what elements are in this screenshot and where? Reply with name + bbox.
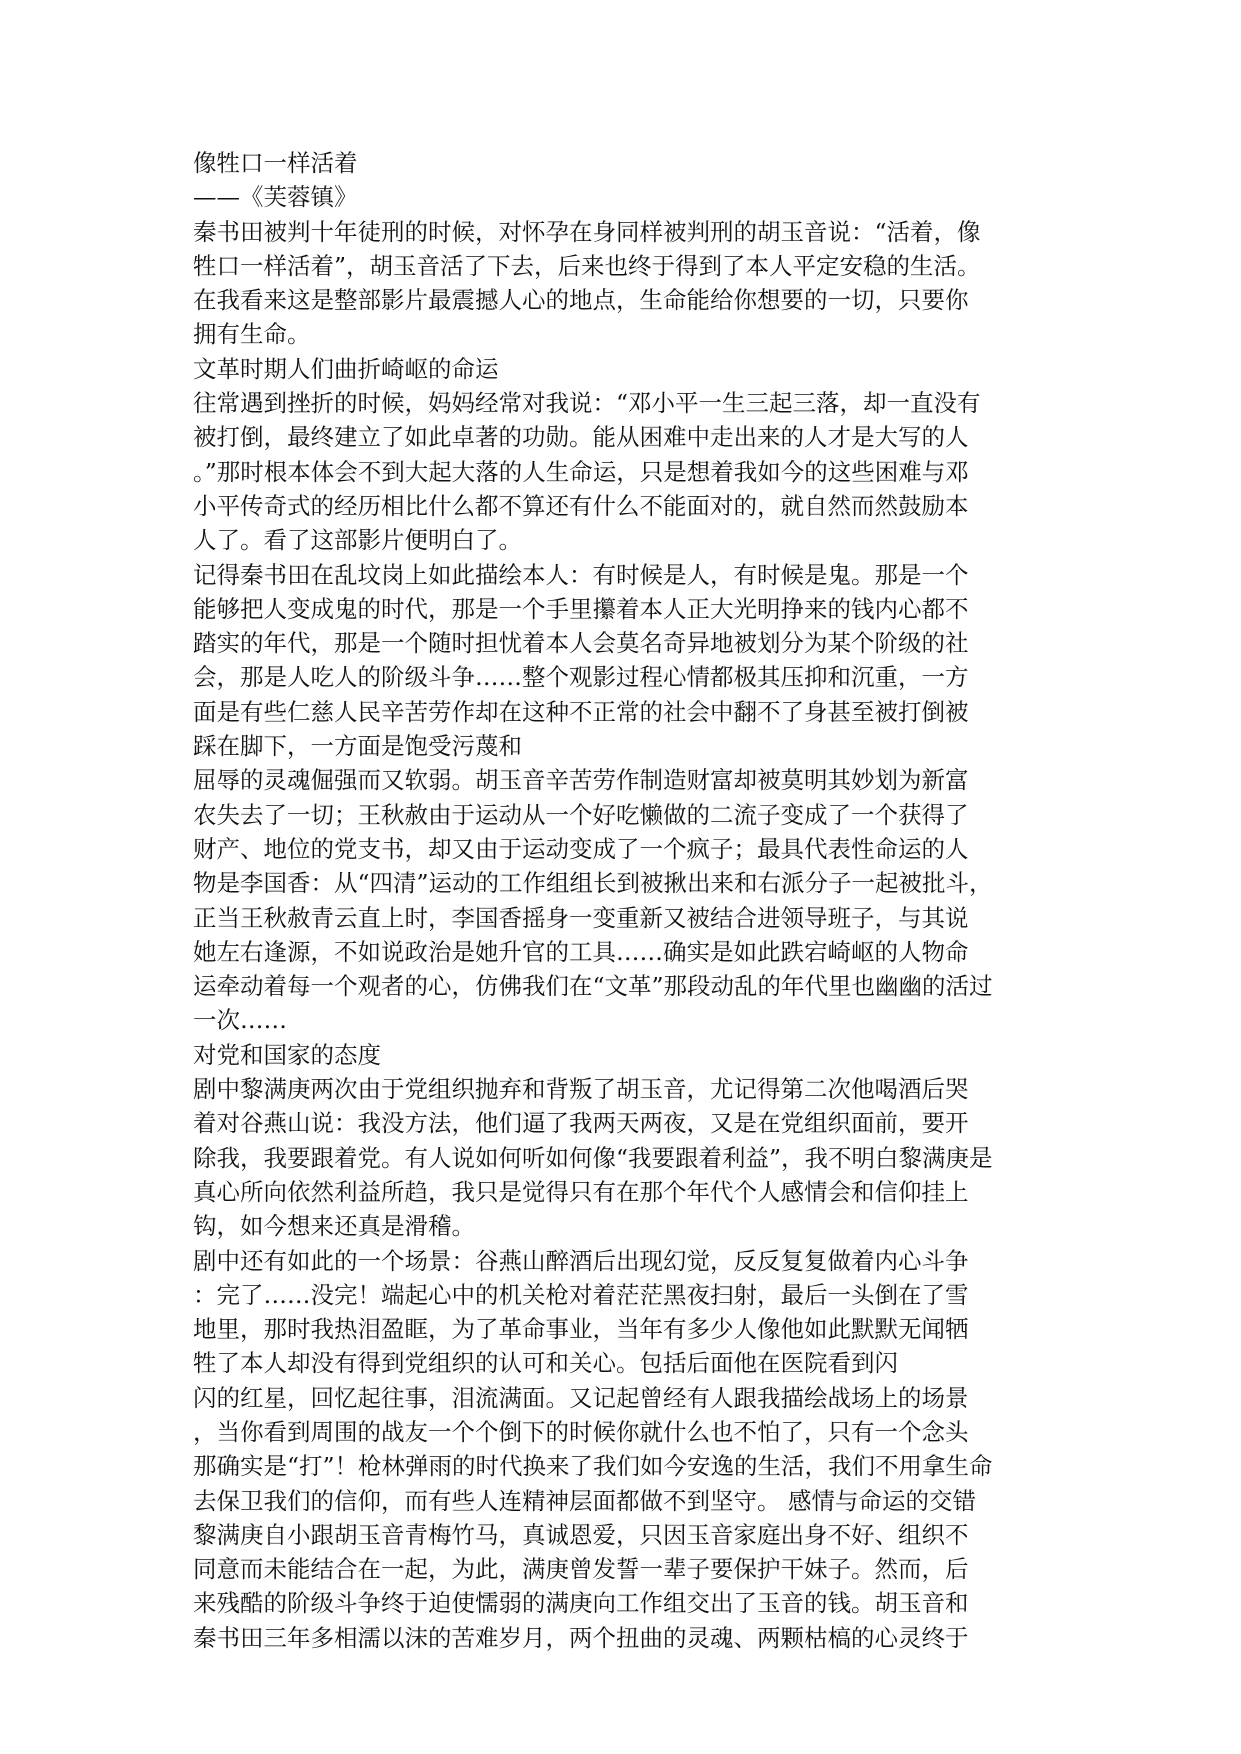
text-line: 会，那是人吃人的阶级斗争……整个观影过程心情都极其压抑和沉重，一方	[193, 663, 969, 692]
text-line: 闪的红星，回忆起往事，泪流满面。又记起曾经有人跟我描绘战场上的场景	[193, 1383, 969, 1412]
text-line: 运牵动着每一个观者的心，仿佛我们在“文革”那段动乱的年代里也幽幽的活过	[193, 972, 993, 1001]
text-line: 那确实是“打”！枪林弹雨的时代换来了我们如今安逸的生活，我们不用拿生命	[193, 1452, 993, 1481]
text-line: 她左右逢源，不如说政治是她升官的工具……确实是如此跌宕崎岖的人物命	[193, 937, 969, 966]
text-line: ，当你看到周围的战友一个个倒下的时候你就什么也不怕了，只有一个念头	[193, 1417, 969, 1446]
text-line: ：完了……没完！端起心中的机关枪对着茫茫黑夜扫射，最后一头倒在了雪	[193, 1280, 969, 1309]
text-line: 去保卫我们的信仰，而有些人连精神层面都做不到坚守。 感情与命运的交错	[193, 1486, 976, 1515]
text-line: 踩在脚下，一方面是饱受污蔑和	[193, 732, 522, 761]
text-line: 剧中黎满庚两次由于党组织抛弃和背叛了胡玉音，尤记得第二次他喝酒后哭	[193, 1075, 969, 1104]
text-line: 农失去了一切；王秋赦由于运动从一个好吃懒做的二流子变成了一个获得了	[193, 800, 969, 829]
text-line: 同意而未能结合在一起，为此，满庚曾发誓一辈子要保护干妹子。然而，后	[193, 1555, 969, 1584]
text-line: 小平传奇式的经历相比什么都不算还有什么不能面对的，就自然而然鼓励本	[193, 491, 969, 520]
document-body	[193, 146, 1049, 1655]
text-line: 一次……	[193, 1006, 287, 1035]
text-line: 屈辱的灵魂倔强而又软弱。胡玉音辛苦劳作制造财富却被莫明其妙划为新富	[193, 766, 969, 795]
text-line: 秦书田被判十年徒刑的时候，对怀孕在身同样被判刑的胡玉音说：“活着，像	[193, 217, 981, 246]
text-line: 。”那时根本体会不到大起大落的人生命运，只是想着我如今的这些困难与邓	[193, 457, 969, 486]
text-line: 来残酷的阶级斗争终于迫使懦弱的满庚向工作组交出了玉音的钱。胡玉音和	[193, 1589, 969, 1618]
text-line: 财产、地位的党支书，却又由于运动变成了一个疯子；最具代表性命运的人	[193, 834, 969, 863]
subtitle-line: ——《芙蓉镇》	[193, 183, 358, 212]
text-line: 牲口一样活着”，胡玉音活了下去，后来也终于得到了本人平定安稳的生活。	[193, 251, 981, 280]
text-line: 被打倒，最终建立了如此卓著的功勋。能从困难中走出来的人才是大写的人	[193, 423, 969, 452]
section-heading: 对党和国家的态度	[193, 1040, 381, 1069]
text-line: 真心所向依然利益所趋，我只是觉得只有在那个年代个人感情会和信仰挂上	[193, 1177, 969, 1206]
text-line: 面是有些仁慈人民辛苦劳作却在这种不正常的社会中翻不了身甚至被打倒被	[193, 697, 969, 726]
text-line: 人了。看了这部影片便明白了。	[193, 526, 522, 555]
text-line: 黎满庚自小跟胡玉音青梅竹马，真诚恩爱，只因玉音家庭出身不好、组织不	[193, 1520, 969, 1549]
text-line: 往常遇到挫折的时候，妈妈经常对我说：“邓小平一生三起三落，却一直没有	[193, 389, 981, 418]
text-line: 在我看来这是整部影片最震撼人心的地点，生命能给你想要的一切，只要你	[193, 286, 969, 315]
text-line: 秦书田三年多相濡以沫的苦难岁月，两个扭曲的灵魂、两颗枯槁的心灵终于	[193, 1623, 969, 1652]
title-line: 像牲口一样活着	[193, 149, 358, 177]
text-line: 物是李国香：从“四清”运动的工作组组长到被揪出来和右派分子一起被批斗，	[193, 869, 993, 898]
text-line: 拥有生命。	[193, 320, 311, 349]
text-line: 踏实的年代，那是一个随时担忧着本人会莫名奇异地被划分为某个阶级的社	[193, 629, 969, 658]
text-line: 钩，如今想来还真是滑稽。	[193, 1212, 475, 1241]
text-line: 牲了本人却没有得到党组织的认可和关心。包括后面他在医院看到闪	[193, 1349, 898, 1378]
text-line: 记得秦书田在乱坟岗上如此描绘本人：有时候是人，有时候是鬼。那是一个	[193, 560, 969, 589]
text-line: 剧中还有如此的一个场景：谷燕山醉酒后出现幻觉，反反复复做着内心斗争	[193, 1246, 969, 1275]
text-line: 能够把人变成鬼的时代，那是一个手里攥着本人正大光明挣来的钱内心都不	[193, 594, 969, 623]
text-line: 除我，我要跟着党。有人说如何听如何像“我要跟着利益”，我不明白黎满庚是	[193, 1143, 993, 1172]
section-heading: 文革时期人们曲折崎岖的命运	[193, 354, 499, 383]
text-line: 着对谷燕山说：我没方法，他们逼了我两天两夜，又是在党组织面前，要开	[193, 1109, 969, 1138]
text-line: 地里，那时我热泪盈眶，为了革命事业，当年有多少人像他如此默默无闻牺	[193, 1315, 969, 1344]
text-line: 正当王秋赦青云直上时，李国香摇身一变重新又被结合进领导班子，与其说	[193, 903, 969, 932]
